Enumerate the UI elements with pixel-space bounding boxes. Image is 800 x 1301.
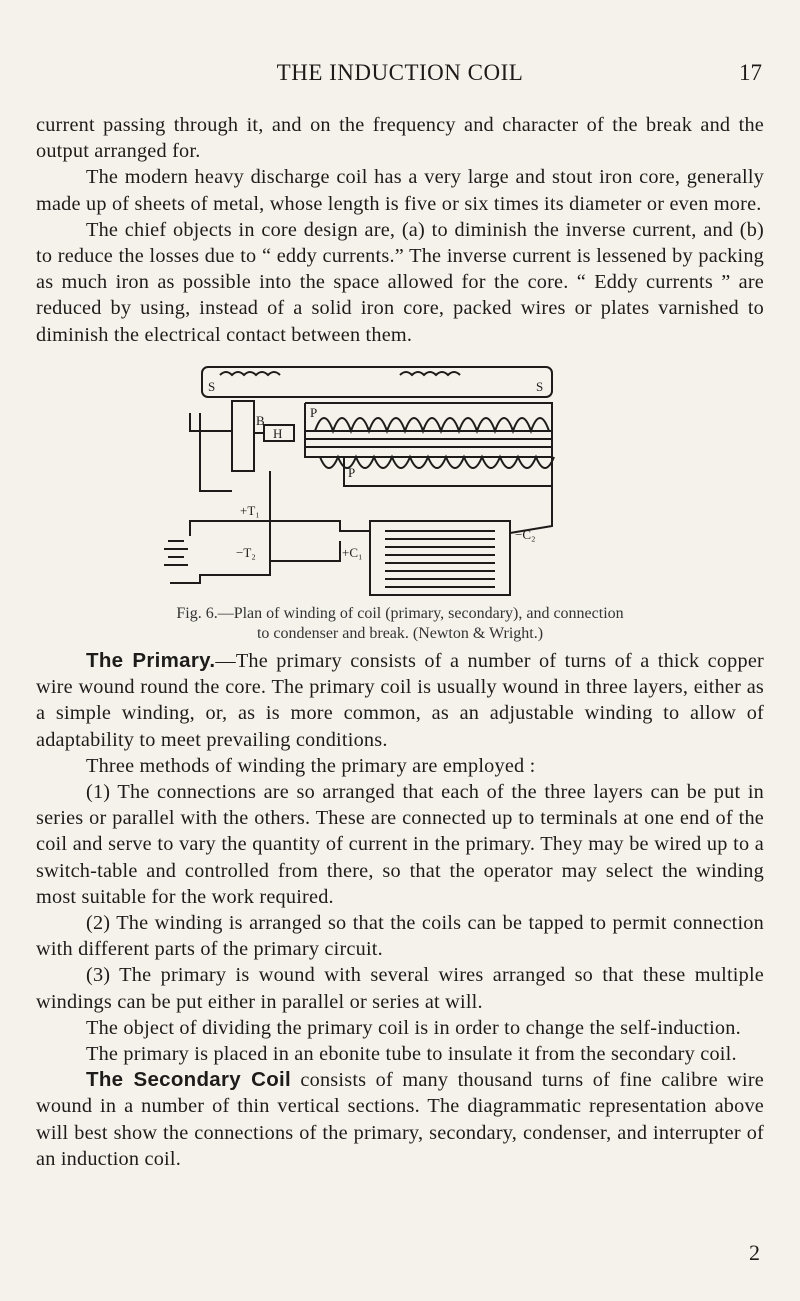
paragraph: (3) The primary is wound with several wires arranged so that these multiple windings can be put either in parallel or series at will. (36, 964, 764, 1013)
text-block-bottom (36, 648, 764, 1172)
label-p-bottom: P (348, 465, 356, 480)
condenser (370, 521, 510, 595)
label-p-top: P (310, 405, 318, 420)
coil-winding-diagram (160, 361, 560, 599)
wire-t2 (170, 471, 270, 583)
label-s-left: S (208, 379, 216, 394)
page-header (0, 58, 800, 98)
paragraph: The chief objects in core design are, (a) to diminish the inverse current, and (b) to reduce the losses due to “ eddy currents.” The inverse current is lessened by packing as much iron as possible into the space allowed for the core. “ Eddy currents ” are reduced by using, instead of a solid iron core, packed wires or plates varnished to diminish the electrical contact between them. (36, 218, 764, 346)
primary-winding-upper (315, 418, 549, 431)
secondary-winding-right (400, 372, 460, 375)
caption-line: Fig. 6.—Plan of winding of coil (primary, secondary), and connection (176, 605, 624, 622)
caption-line: to condenser and break. (Newton & Wright.) (256, 625, 544, 642)
text-block-top (36, 112, 764, 348)
paragraph: consists of many thousand turns of fine calibre wire wound in a number of thin vertical sections. The diagrammatic representation above will best show the connections of the primary, secondary, condenser, and interrupter of an induction coil. (36, 1069, 764, 1170)
secondary-winding-left (220, 372, 280, 375)
paragraph: (2) The winding is arranged so that the coils can be tapped to permit connection with different parts of the primary circuit. (36, 912, 764, 961)
label-t1: +T₁ (240, 503, 260, 518)
lead-left (200, 413, 232, 491)
break-post (232, 401, 254, 471)
paragraph: (1) The connections are so arranged that each of the three layers can be put in series or parallel with the others. These are connected up to terminals at one end of the coil and serve to vary the quantity of current in the primary. They may be wired up to a switch-table and controlled from there, so that the operator may select the winding most suitable for the work required. (36, 781, 764, 908)
paragraph: The modern heavy discharge coil has a very large and stout iron core, generally made up of sheets of metal, whose length is five or six times its diameter or even more. (36, 166, 764, 215)
paragraph: The object of dividing the primary coil is in order to change the self-induction. (86, 1016, 741, 1039)
running-title: THE INDUCTION COIL (276, 60, 524, 85)
label-h: H (273, 426, 283, 441)
diagram-svg (160, 361, 560, 599)
core (305, 431, 552, 457)
paragraph: —The primary consists of a number of turns of a thick copper wire wound round the core. The primary coil is usually wound in three layers, either as a simple winding, or, as is more common, as an adjustable winding to allow of adaptability to meet prevailing conditions. (36, 650, 764, 751)
section-heading-primary: The Primary. (86, 649, 216, 672)
label-t2: −T₂ (236, 545, 256, 560)
label-c1: +C₁ (342, 545, 363, 560)
paragraph: Three methods of winding the primary are employed : (86, 754, 536, 777)
signature-number: 2 (749, 1240, 760, 1265)
secondary-top-frame (202, 367, 552, 397)
figure-caption (150, 604, 650, 644)
paragraph: current passing through it, and on the frequency and character of the break and the output arranged for. (36, 114, 764, 163)
label-c2: −C₂ (515, 527, 536, 542)
page-number: 17 (739, 60, 762, 85)
section-heading-secondary: The Secondary Coil (86, 1068, 292, 1092)
paragraph: The primary is placed in an ebonite tube to insulate it from the secondary coil. (86, 1043, 737, 1066)
label-s-right: S (536, 379, 544, 394)
label-b: B (256, 413, 265, 428)
